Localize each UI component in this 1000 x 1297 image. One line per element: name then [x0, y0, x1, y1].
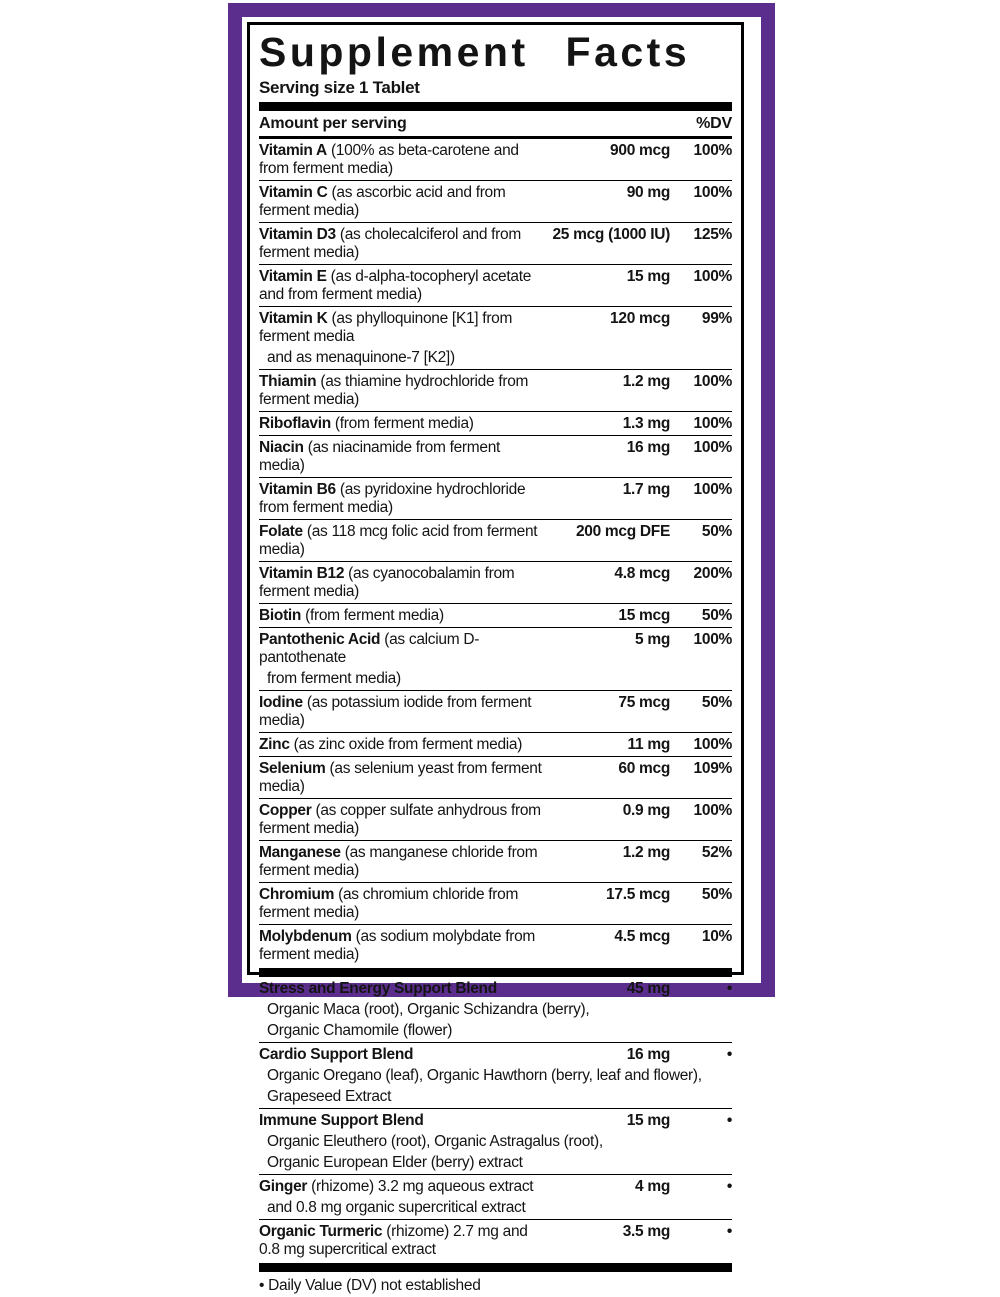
table-row [259, 1108, 732, 1174]
row-label [259, 184, 550, 220]
nutrient-name: Biotin [259, 606, 302, 624]
row-main-line [259, 142, 732, 178]
nutrient-description: (as sodium molybdate from ferment media) [259, 927, 536, 963]
dv-value: 100% [693, 735, 732, 753]
dv-value: 100% [693, 630, 732, 648]
amount-value: 1.2 mg [622, 843, 670, 861]
row-label [259, 142, 550, 178]
amount-value: 1.7 mg [622, 480, 670, 498]
dv-value: 100% [693, 438, 732, 456]
row-main-line [259, 886, 732, 922]
dv-value: 100% [693, 414, 732, 432]
amount-value: 900 mcg [610, 141, 670, 159]
amount-value: 4 mg [635, 1177, 670, 1195]
row-continuation-line: Organic Oregano (leaf), Organic Hawthorn (berry, leaf and flower), [267, 1066, 702, 1084]
botanical-rows [259, 977, 732, 1261]
amount-value: 16 mg [626, 1045, 670, 1063]
row-label [259, 439, 550, 475]
nutrient-name: Pantothenic Acid [259, 630, 381, 648]
nutrient-description: (rhizome) 2.7 mg and 0.8 mg supercritical extract [259, 1222, 528, 1258]
dv-value: 100% [693, 141, 732, 159]
row-continuation-line: Organic European Elder (berry) extract [267, 1153, 523, 1171]
row-continuation-lines [259, 1196, 732, 1217]
dv-value: 50% [701, 522, 732, 540]
dv-value: 50% [701, 606, 732, 624]
row-main-line [259, 184, 732, 220]
serving-size: Serving size 1 Tablet [259, 78, 420, 98]
nutrient-name: Vitamin B12 [259, 564, 345, 582]
row-main-line [259, 760, 732, 796]
row-main-line [259, 310, 732, 346]
row-continuation-line: Organic Chamomile (flower) [267, 1021, 453, 1039]
dv-value: • [726, 1111, 732, 1129]
amount-value: 120 mcg [610, 309, 670, 327]
amount-value: 0.9 mg [622, 801, 670, 819]
amount-value: 4.5 mcg [614, 927, 670, 945]
amount-value: 1.3 mg [622, 414, 670, 432]
dv-value: • [726, 1222, 732, 1240]
row-main-line [259, 928, 732, 964]
divider-bar-top [259, 102, 732, 111]
nutrient-description: (as copper sulfate anhydrous from ferment media) [259, 801, 541, 837]
row-label [259, 607, 550, 625]
column-header-amount: Amount per serving [259, 115, 407, 133]
nutrient-name: Molybdenum [259, 927, 352, 945]
nutrient-name: Vitamin E [259, 267, 327, 285]
row-continuation-lines [259, 346, 732, 367]
nutrient-name: Iodine [259, 693, 303, 711]
dv-value: 100% [693, 372, 732, 390]
nutrient-name: Ginger [259, 1177, 308, 1195]
divider-bar-middle [259, 968, 732, 977]
dv-value: • [726, 979, 732, 997]
row-label [259, 736, 550, 754]
row-continuation-line: and 0.8 mg organic supercritical extract [267, 1198, 526, 1216]
amount-value: 75 mcg [618, 693, 670, 711]
dv-value: 109% [693, 759, 732, 777]
amount-value: 25 mcg (1000 IU) [552, 225, 670, 243]
nutrient-description: (as manganese chloride from ferment media) [259, 843, 538, 879]
row-label [259, 565, 550, 601]
amount-value: 15 mg [626, 267, 670, 285]
amount-value: 15 mg [626, 1111, 670, 1129]
nutrient-description: (as cholecalciferol and from ferment media) [259, 225, 521, 261]
row-main-line [259, 565, 732, 601]
table-row [259, 477, 732, 519]
table-row [259, 180, 732, 222]
row-main-line [259, 439, 732, 475]
nutrient-description: (100% as beta-carotene and from ferment media) [259, 141, 519, 177]
dv-value: 100% [693, 267, 732, 285]
row-main-line [259, 523, 732, 559]
dv-value: 100% [693, 183, 732, 201]
dv-value: • [726, 1045, 732, 1063]
nutrient-name: Vitamin C [259, 183, 328, 201]
amount-value: 90 mg [626, 183, 670, 201]
table-row [259, 411, 732, 435]
row-main-line [259, 980, 732, 998]
amount-value: 1.2 mg [622, 372, 670, 390]
row-label [259, 226, 550, 262]
table-row [259, 977, 732, 1042]
table-row [259, 264, 732, 306]
amount-value: 45 mg [626, 979, 670, 997]
nutrient-name: Copper [259, 801, 312, 819]
nutrient-name: Vitamin K [259, 309, 328, 327]
nutrient-name: Immune Support Blend [259, 1111, 424, 1129]
nutrient-description: (as ascorbic acid and from ferment media) [259, 183, 506, 219]
row-main-line [259, 694, 732, 730]
row-label [259, 760, 550, 796]
nutrient-description: (as selenium yeast from ferment media) [259, 759, 542, 795]
row-main-line [259, 268, 732, 304]
nutrient-name: Zinc [259, 735, 290, 753]
amount-value: 17.5 mcg [606, 885, 670, 903]
nutrient-name: Cardio Support Blend [259, 1045, 414, 1063]
table-row [259, 222, 732, 264]
nutrient-description: (as 118 mcg folic acid from ferment media) [259, 522, 538, 558]
nutrient-name: Selenium [259, 759, 326, 777]
row-main-line [259, 481, 732, 517]
row-continuation-line: and as menaquinone-7 [K2]) [267, 348, 455, 366]
nutrient-description: (rhizome) 3.2 mg aqueous extract [307, 1177, 534, 1195]
dv-value: 50% [701, 693, 732, 711]
nutrient-description: (as thiamine hydrochloride from ferment media) [259, 372, 529, 408]
amount-value: 200 mcg DFE [575, 522, 670, 540]
dv-footnote: • Daily Value (DV) not established [259, 1277, 481, 1295]
table-row [259, 603, 732, 627]
row-main-line [259, 373, 732, 409]
row-label [259, 1178, 550, 1196]
row-main-line [259, 1223, 732, 1259]
table-row [259, 519, 732, 561]
row-continuation-line: Grapeseed Extract [267, 1087, 392, 1105]
nutrient-name: Stress and Energy Support Blend [259, 979, 497, 997]
table-row [259, 561, 732, 603]
nutrient-description: (as niacinamide from ferment media) [259, 438, 501, 474]
row-continuation-lines [259, 1130, 732, 1172]
amount-value: 15 mcg [618, 606, 670, 624]
table-row [259, 690, 732, 732]
row-main-line [259, 607, 732, 625]
row-label [259, 1223, 550, 1259]
nutrient-name: Riboflavin [259, 414, 331, 432]
dv-value: 50% [701, 885, 732, 903]
row-main-line [259, 415, 732, 433]
row-main-line [259, 1112, 732, 1130]
amount-value: 3.5 mg [622, 1222, 670, 1240]
nutrient-description: (as d-alpha-tocopheryl acetate and from ferment media) [259, 267, 532, 303]
row-continuation-line: Organic Maca (root), Organic Schizandra (berry), [267, 1000, 590, 1018]
amount-value: 11 mg [627, 735, 670, 753]
row-label [259, 373, 550, 409]
row-label [259, 415, 550, 433]
nutrient-description: (as zinc oxide from ferment media) [289, 735, 523, 753]
row-main-line [259, 226, 732, 262]
divider-bar-bottom [259, 1263, 732, 1272]
dv-value: 200% [693, 564, 732, 582]
row-label [259, 631, 550, 667]
amount-value: 16 mg [626, 438, 670, 456]
dv-value: 100% [693, 801, 732, 819]
row-main-line [259, 844, 732, 880]
nutrient-name: Manganese [259, 843, 341, 861]
table-row [259, 1042, 732, 1108]
table-row [259, 732, 732, 756]
panel-title: Supplement Facts [259, 29, 691, 75]
table-row [259, 139, 732, 180]
row-label [259, 481, 550, 517]
dv-value: 10% [701, 927, 732, 945]
table-row [259, 756, 732, 798]
row-label [259, 802, 550, 838]
row-continuation-line: from ferment media) [267, 669, 401, 687]
row-continuation-lines [259, 1064, 732, 1106]
row-label [259, 310, 550, 346]
row-label [259, 1112, 550, 1130]
nutrient-description: (as cyanocobalamin from ferment media) [259, 564, 515, 600]
amount-value: 60 mcg [618, 759, 670, 777]
row-label [259, 523, 550, 559]
dv-value: 125% [693, 225, 732, 243]
nutrient-description: (as pyridoxine hydrochloride from ferment media) [259, 480, 526, 516]
nutrient-description: (as potassium iodide from ferment media) [259, 693, 532, 729]
row-main-line [259, 1178, 732, 1196]
row-continuation-lines [259, 667, 732, 688]
row-continuation-line: Organic Eleuthero (root), Organic Astragalus (root), [267, 1132, 603, 1150]
dv-value: 52% [701, 843, 732, 861]
row-label [259, 928, 550, 964]
row-label [259, 268, 550, 304]
row-label [259, 886, 550, 922]
row-label [259, 980, 550, 998]
table-row [259, 306, 732, 369]
nutrient-name: Chromium [259, 885, 335, 903]
dv-value: • [726, 1177, 732, 1195]
nutrient-description: (as calcium D-pantothenate [259, 630, 480, 666]
row-main-line [259, 1046, 732, 1064]
row-main-line [259, 736, 732, 754]
nutrient-name: Thiamin [259, 372, 317, 390]
table-row [259, 1174, 732, 1219]
nutrient-description: (from ferment media) [301, 606, 444, 624]
table-row [259, 369, 732, 411]
nutrient-description: (as phylloquinone [K1] from ferment media [259, 309, 513, 345]
row-label [259, 844, 550, 880]
nutrient-name: Organic Turmeric [259, 1222, 383, 1240]
column-header-dv: %DV [696, 115, 732, 133]
nutrient-name: Niacin [259, 438, 304, 456]
table-row [259, 627, 732, 690]
row-continuation-lines [259, 998, 732, 1040]
dv-value: 99% [701, 309, 732, 327]
table-row [259, 882, 732, 924]
supplement-facts-panel [247, 22, 744, 1295]
nutrient-description: (as chromium chloride from ferment media) [259, 885, 519, 921]
nutrient-name: Folate [259, 522, 303, 540]
column-header-row [259, 111, 732, 139]
table-row [259, 435, 732, 477]
table-row [259, 924, 732, 966]
dv-value: 100% [693, 480, 732, 498]
table-row [259, 798, 732, 840]
amount-value: 4.8 mcg [614, 564, 670, 582]
nutrient-description: (from ferment media) [330, 414, 474, 432]
row-label [259, 694, 550, 730]
nutrient-name: Vitamin D3 [259, 225, 336, 243]
amount-value: 5 mg [635, 630, 670, 648]
table-row [259, 1219, 732, 1261]
row-main-line [259, 802, 732, 838]
row-label [259, 1046, 550, 1064]
nutrient-name: Vitamin A [259, 141, 327, 159]
row-main-line [259, 631, 732, 667]
nutrient-rows [259, 139, 732, 966]
table-row [259, 840, 732, 882]
nutrient-name: Vitamin B6 [259, 480, 336, 498]
